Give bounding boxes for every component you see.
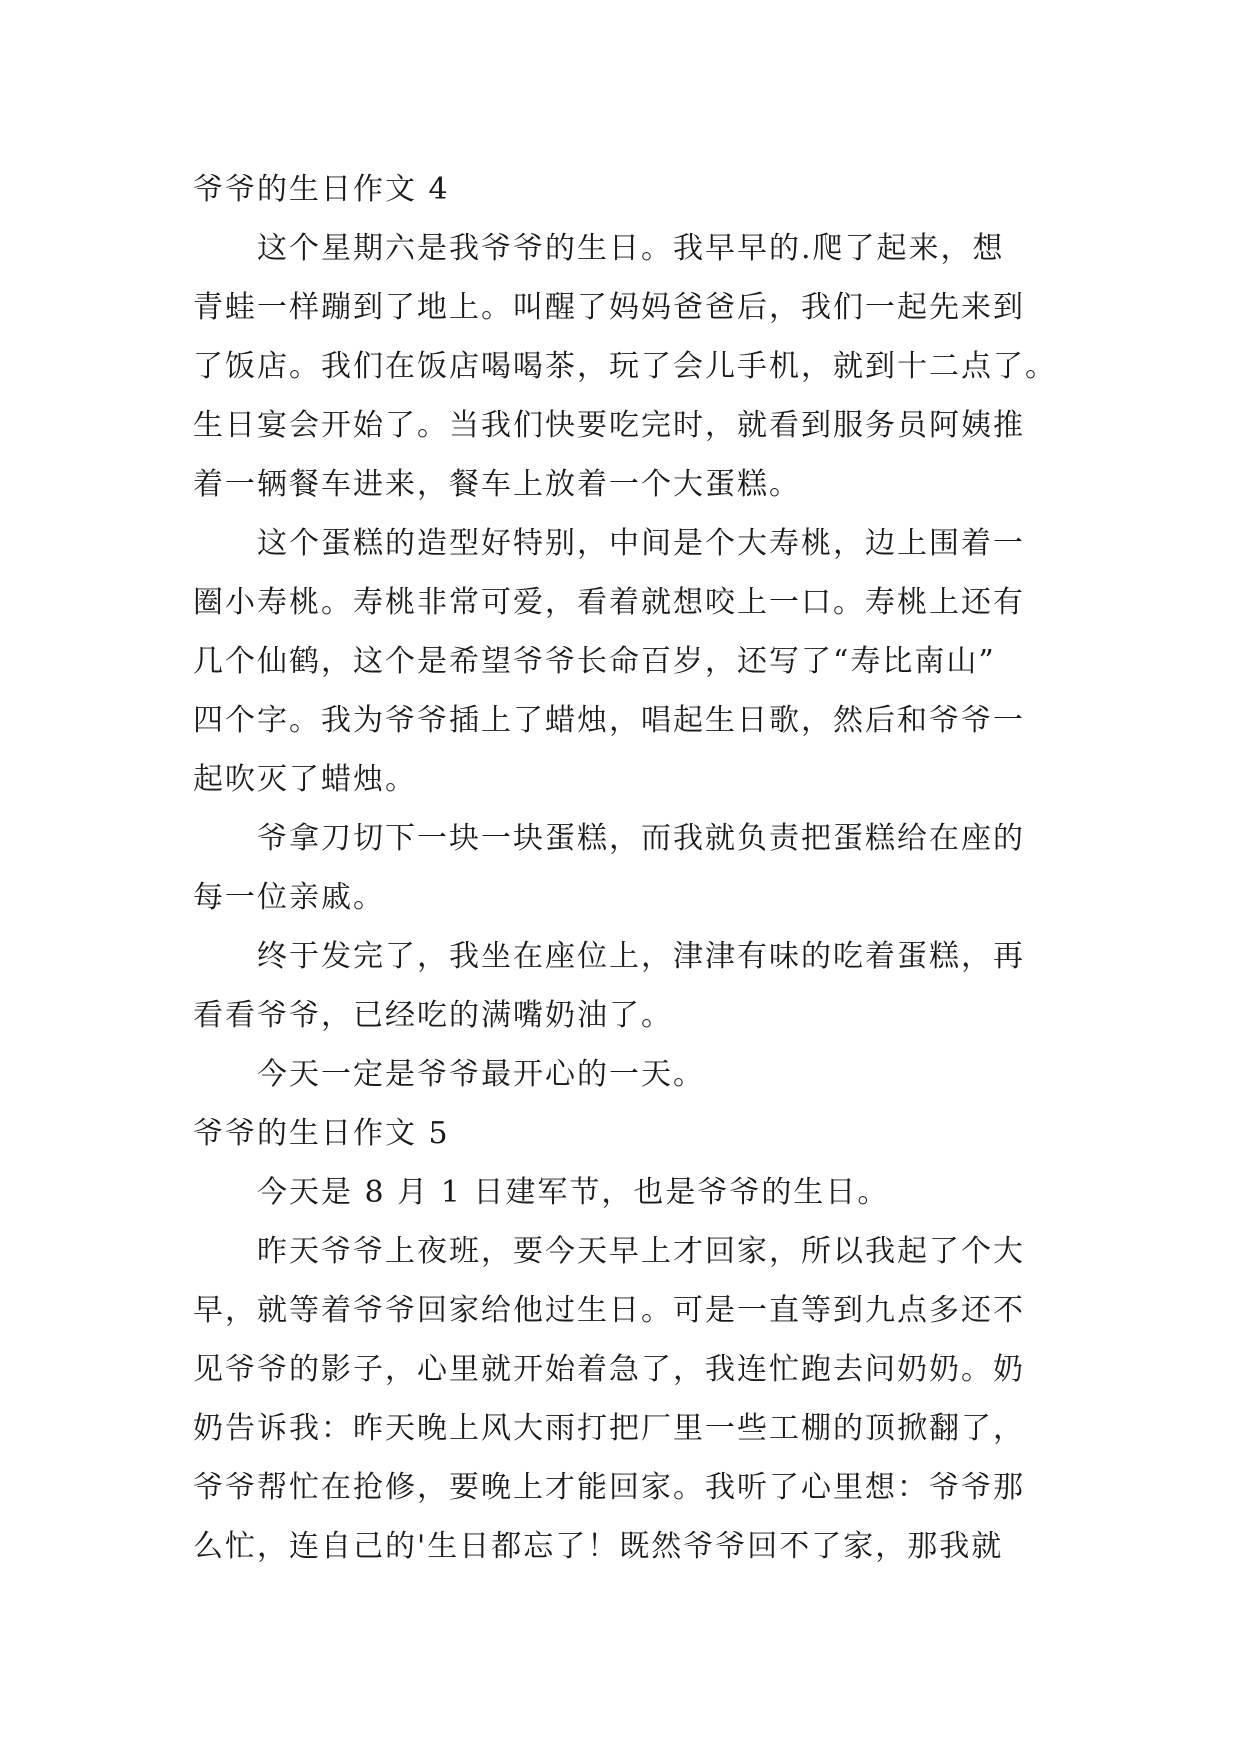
text-line: 这个蛋糕的造型好特别，中间是个大寿桃，边上围着一 bbox=[257, 526, 1025, 561]
paragraph bbox=[193, 1163, 1063, 1222]
text-line: 爷拿刀切下一块一块蛋糕，而我就负责把蛋糕给在座的 bbox=[257, 821, 1025, 856]
text-line: 见爷爷的影子，心里就开始着急了，我连忙跑去问奶奶。奶 bbox=[193, 1352, 1025, 1387]
paragraph bbox=[193, 514, 1063, 809]
paragraph bbox=[193, 809, 1063, 927]
text-line: 今天是 8 月 1 日建军节，也是爷爷的生日。 bbox=[257, 1175, 890, 1210]
essay-title: 爷爷的生日作文 5 bbox=[193, 1116, 450, 1151]
text-line: 终于发完了，我坐在座位上，津津有味的吃着蛋糕，再 bbox=[257, 939, 1025, 974]
text-line: 昨天爷爷上夜班，要今天早上才回家，所以我起了个大 bbox=[257, 1234, 1025, 1269]
text-line: 看看爷爷，已经吃的满嘴奶油了。 bbox=[193, 998, 673, 1033]
text-line: 了饭店。我们在饭店喝喝茶，玩了会儿手机，就到十二点了。 bbox=[193, 349, 1057, 384]
paragraph bbox=[193, 927, 1063, 1045]
document-body bbox=[193, 160, 1063, 1576]
text-line: 奶告诉我：昨天晚上风大雨打把厂里一些工棚的顶掀翻了， bbox=[193, 1411, 1025, 1446]
text-line: 么忙，连自己的'生日都忘了！既然爷爷回不了家，那我就 bbox=[193, 1529, 1004, 1564]
text-line: 每一位亲戚。 bbox=[193, 880, 385, 915]
text-line: 圈小寿桃。寿桃非常可爱，看着就想咬上一口。寿桃上还有 bbox=[193, 585, 1025, 620]
paragraph bbox=[193, 219, 1063, 514]
text-line: 今天一定是爷爷最开心的一天。 bbox=[257, 1057, 705, 1092]
text-line: 四个字。我为爷爷插上了蜡烛，唱起生日歌，然后和爷爷一 bbox=[193, 703, 1025, 738]
text-line: 早，就等着爷爷回家给他过生日。可是一直等到九点多还不 bbox=[193, 1293, 1025, 1328]
text-line: 爷爷帮忙在抢修，要晚上才能回家。我听了心里想：爷爷那 bbox=[193, 1470, 1025, 1505]
paragraph bbox=[193, 1222, 1063, 1576]
text-line: 几个仙鹤，这个是希望爷爷长命百岁，还写了“寿比南山” bbox=[193, 644, 996, 679]
text-line: 起吹灭了蜡烛。 bbox=[193, 762, 417, 797]
text-line: 生日宴会开始了。当我们快要吃完时，就看到服务员阿姨推 bbox=[193, 408, 1025, 443]
text-line: 青蛙一样蹦到了地上。叫醒了妈妈爸爸后，我们一起先来到 bbox=[193, 290, 1025, 325]
text-line: 着一辆餐车进来，餐车上放着一个大蛋糕。 bbox=[193, 467, 801, 502]
essay-title: 爷爷的生日作文 4 bbox=[193, 172, 450, 207]
paragraph bbox=[193, 1045, 1063, 1104]
text-line: 这个星期六是我爷爷的生日。我早早的.爬了起来，想 bbox=[257, 231, 1005, 266]
